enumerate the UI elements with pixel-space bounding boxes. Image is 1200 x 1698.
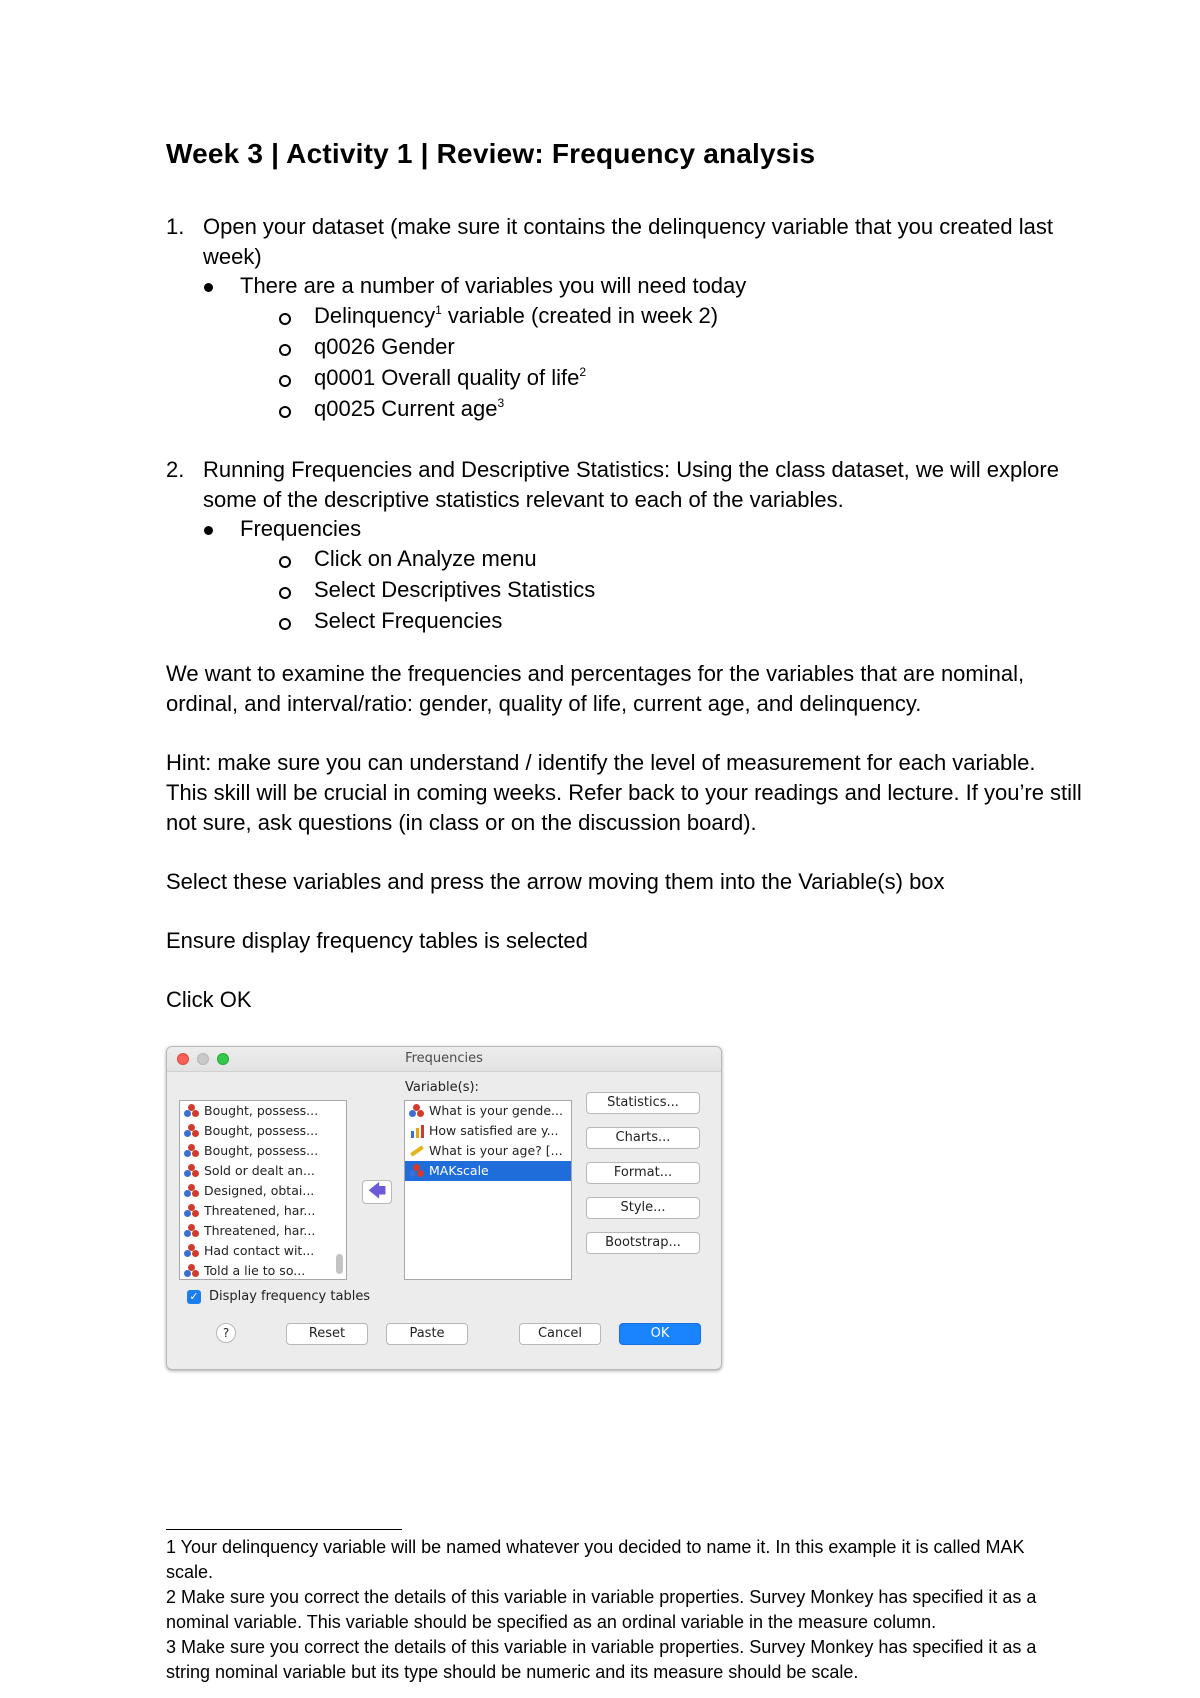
paste-button[interactable]: Paste: [386, 1323, 468, 1345]
frequencies-dialog: [166, 1046, 722, 1370]
nominal-icon: [184, 1124, 200, 1138]
footnote-ref: 1: [435, 303, 442, 317]
sub-item: q0026 Gender: [314, 334, 455, 359]
hint-line: Hint: make sure you can understand / identify the level of measurement for each variable.: [166, 750, 1036, 775]
footnote-line: string nominal variable but its type should be numeric and its measure should be scale.: [166, 1662, 859, 1682]
bullet-text: Frequencies: [240, 516, 362, 541]
bullet-text: There are a number of variables you will need today: [240, 273, 747, 298]
sub-bullet-marker: [279, 618, 291, 630]
format-button[interactable]: Format...: [586, 1162, 700, 1184]
nominal-icon: [184, 1144, 200, 1158]
list-item[interactable]: Sold or dealt an...: [180, 1161, 346, 1181]
sub-item: Click on Analyze menu: [314, 546, 537, 571]
footnote-ref: 2: [579, 365, 587, 379]
step-text: Running Frequencies and Descriptive Statistics: Using the class dataset, we will explore: [203, 457, 1059, 482]
footnote-line: 2 Make sure you correct the details of this variable in variable properties. Survey Monkey has specified it as a: [166, 1587, 1037, 1607]
cancel-button[interactable]: Cancel: [519, 1323, 601, 1345]
scale-icon: [409, 1144, 425, 1158]
nominal-icon: [184, 1164, 200, 1178]
variables-label: Variable(s):: [405, 1080, 479, 1095]
list-item[interactable]: Threatened, har...: [180, 1221, 346, 1241]
step-number: 2.: [166, 457, 185, 482]
sub-item: q0025 Current age$^3$: [314, 396, 505, 421]
sub-bullet-marker: [279, 556, 291, 568]
sub-bullet-marker: [279, 406, 291, 418]
instruction-line: Ensure display frequency tables is selected: [166, 928, 588, 953]
sub-bullet-marker: [279, 313, 291, 325]
page-title: Week 3 | Activity 1 | Review: Frequency analysis: [166, 138, 816, 169]
nominal-icon: [409, 1104, 425, 1118]
display-frequency-tables-checkbox[interactable]: ✓: [187, 1290, 201, 1304]
nominal-icon: [184, 1244, 200, 1258]
list-item[interactable]: Threatened, har...: [180, 1201, 346, 1221]
help-button[interactable]: ?: [216, 1323, 236, 1343]
left-arrow-icon: 🡄: [367, 1181, 387, 1202]
dialog-title: Frequencies: [405, 1051, 483, 1066]
list-item[interactable]: How satisfied are y...: [405, 1121, 571, 1141]
source-variable-list[interactable]: [179, 1100, 347, 1280]
sub-bullet-marker: [279, 375, 291, 387]
step-text: Open your dataset (make sure it contains the delinquency variable that you created last: [203, 214, 1053, 239]
ordinal-icon: [409, 1124, 425, 1138]
instruction-line: Select these variables and press the arrow moving them into the Variable(s) box: [166, 869, 945, 894]
paragraph-line: We want to examine the frequencies and percentages for the variables that are nominal,: [166, 661, 1025, 686]
bootstrap-button[interactable]: Bootstrap...: [586, 1232, 700, 1254]
sub-bullet-marker: [279, 344, 291, 356]
footnote-line: 1 Your delinquency variable will be named whatever you decided to name it. In this example it is called MAK: [166, 1537, 1025, 1557]
nominal-icon: [409, 1164, 425, 1178]
list-scrollbar[interactable]: [336, 1254, 343, 1274]
paragraph-line: ordinal, and interval/ratio: gender, quality of life, current age, and delinquency.: [166, 691, 922, 716]
sub-item: Select Frequencies: [314, 608, 503, 633]
list-item-selected[interactable]: MAKscale: [405, 1161, 571, 1181]
list-item[interactable]: Bought, possess...: [180, 1141, 346, 1161]
list-item[interactable]: Told a lie to so...: [180, 1261, 346, 1280]
footnote-separator: [166, 1529, 402, 1530]
sub-item: q0001 Overall quality of life$^2$: [314, 365, 587, 390]
list-item[interactable]: What is your gende...: [405, 1101, 571, 1121]
hint-line: not sure, ask questions (in class or on the discussion board).: [166, 810, 757, 835]
bullet-marker: [204, 283, 213, 292]
list-item[interactable]: Designed, obtai...: [180, 1181, 346, 1201]
nominal-icon: [184, 1264, 200, 1278]
style-button[interactable]: Style...: [586, 1197, 700, 1219]
statistics-button[interactable]: Statistics...: [586, 1092, 700, 1114]
checkbox-label: Display frequency tables: [209, 1289, 371, 1304]
nominal-icon: [184, 1204, 200, 1218]
nominal-icon: [184, 1224, 200, 1238]
nominal-icon: [184, 1104, 200, 1118]
dialog-titlebar: [167, 1047, 721, 1072]
bullet-marker: [204, 526, 213, 535]
reset-button[interactable]: Reset: [286, 1323, 368, 1345]
sub-bullet-marker: [279, 587, 291, 599]
list-item[interactable]: Bought, possess...: [180, 1101, 346, 1121]
list-item[interactable]: Bought, possess...: [180, 1121, 346, 1141]
instruction-line: Click OK: [166, 987, 252, 1012]
list-item[interactable]: Had contact wit...: [180, 1241, 346, 1261]
footnote-line: nominal variable. This variable should be specified as an ordinal variable in the measure column.: [166, 1612, 937, 1632]
selected-variables-list[interactable]: [404, 1100, 572, 1280]
list-item[interactable]: What is your age? [...: [405, 1141, 571, 1161]
footnote-line: 3 Make sure you correct the details of this variable in variable properties. Survey Monkey has specified it as a: [166, 1637, 1037, 1657]
step-text: some of the descriptive statistics relevant to each of the variables.: [203, 487, 844, 512]
move-to-variables-button[interactable]: [362, 1180, 392, 1204]
footnote-line: scale.: [166, 1562, 214, 1582]
hint-line: This skill will be crucial in coming weeks. Refer back to your readings and lecture. If you’re still: [166, 780, 1082, 805]
step-text: week): [203, 244, 262, 269]
sub-item: Delinquency$^1$ variable (created in week 2): [314, 303, 719, 328]
ok-button[interactable]: OK: [619, 1323, 701, 1345]
charts-button[interactable]: Charts...: [586, 1127, 700, 1149]
sub-item: Select Descriptives Statistics: [314, 577, 596, 602]
nominal-icon: [184, 1184, 200, 1198]
step-number: 1.: [166, 214, 185, 239]
footnote-ref: 3: [497, 396, 505, 410]
